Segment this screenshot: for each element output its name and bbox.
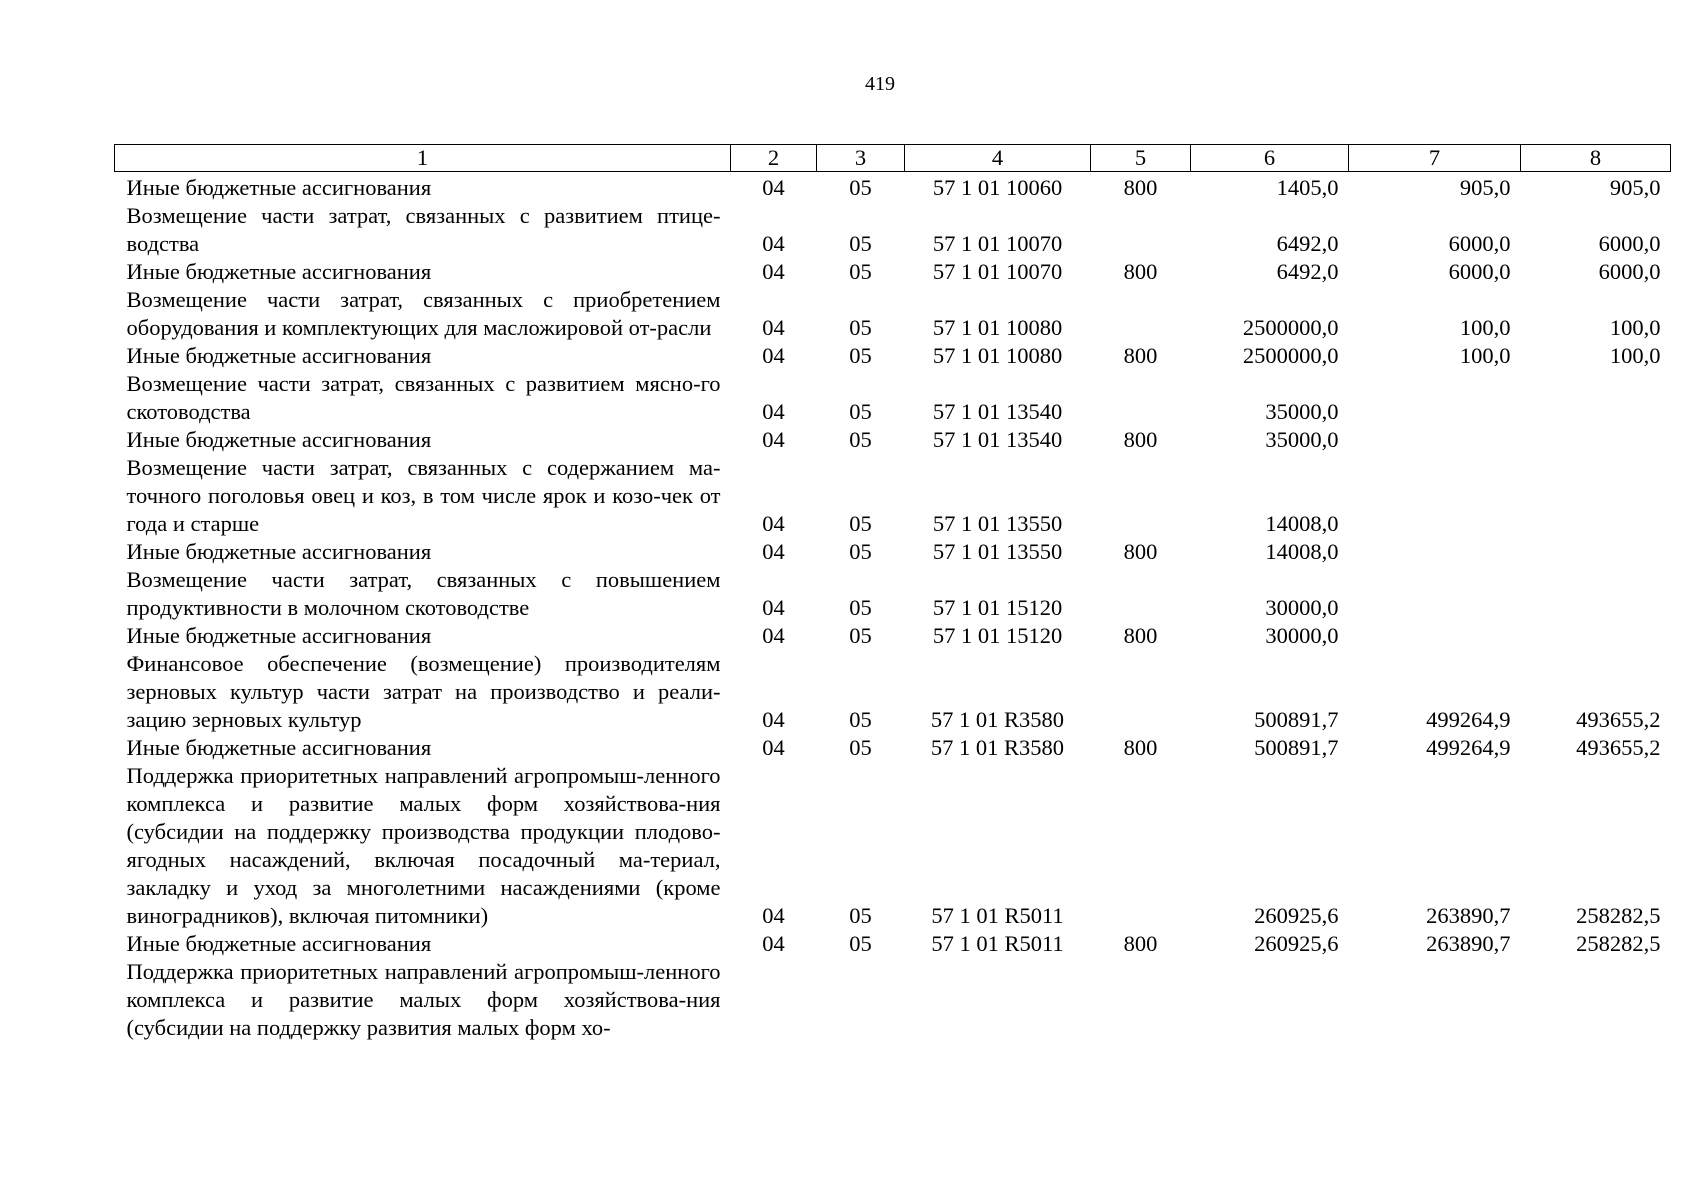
column-header-amount-year-3: 8 xyxy=(1521,145,1671,172)
row-subsection-cell: 05 xyxy=(849,511,872,536)
row-amount-year-3-cell xyxy=(1521,958,1671,1042)
page-number: 419 xyxy=(865,73,895,95)
row-amount-year-2-cell xyxy=(1349,566,1521,622)
row-name-cell: Возмещение части затрат, связанных с содержанием ма-точного поголовья овец и коз, в том числе ярок и козо-чек от года и старше xyxy=(126,455,721,536)
row-name-cell: Иные бюджетные ассигнования xyxy=(126,259,432,284)
row-amount-year-3-cell xyxy=(1521,426,1671,454)
row-amount-year-2-cell xyxy=(1349,958,1521,1042)
table-row xyxy=(115,426,1671,454)
row-amount-year-1-cell: 1405,0 xyxy=(1276,175,1339,200)
row-section-cell: 04 xyxy=(762,539,785,564)
table-row xyxy=(115,958,1671,1042)
row-target-article-cell: 57 1 01 R3580 xyxy=(930,707,1065,732)
row-amount-year-3-cell: 6000,0 xyxy=(1598,259,1661,284)
row-amount-year-2-cell: 263890,7 xyxy=(1426,931,1511,956)
row-amount-year-1-cell: 260925,6 xyxy=(1254,903,1339,928)
row-amount-year-1-cell: 260925,6 xyxy=(1254,931,1339,956)
row-name-cell: Возмещение части затрат, связанных с развитием птице-водства xyxy=(126,203,721,256)
column-header-section: 2 xyxy=(731,145,817,172)
column-header-expense-type: 5 xyxy=(1091,145,1191,172)
row-expense-type-cell xyxy=(1091,650,1191,734)
row-target-article-cell: 57 1 01 13540 xyxy=(932,399,1063,424)
row-amount-year-1-cell: 500891,7 xyxy=(1254,707,1339,732)
row-amount-year-1-cell: 14008,0 xyxy=(1265,539,1339,564)
row-name-cell: Поддержка приоритетных направлений агропромыш-ленного комплекса и развитие малых форм хозяйствова-ния (субсидии на поддержку развития малых форм хо- xyxy=(126,959,721,1040)
row-target-article-cell: 57 1 01 15120 xyxy=(932,623,1063,648)
row-subsection-cell: 05 xyxy=(849,343,872,368)
row-section-cell: 04 xyxy=(762,903,785,928)
row-subsection-cell: 05 xyxy=(849,623,872,648)
row-target-article-cell: 57 1 01 13540 xyxy=(932,427,1063,452)
table-row xyxy=(115,622,1671,650)
row-amount-year-3-cell: 100,0 xyxy=(1609,315,1661,340)
row-amount-year-2-cell xyxy=(1349,370,1521,426)
row-section-cell: 04 xyxy=(762,259,785,284)
row-subsection-cell: 05 xyxy=(849,539,872,564)
row-section-cell: 04 xyxy=(762,427,785,452)
column-header-subsection: 3 xyxy=(817,145,905,172)
row-amount-year-1-cell: 2500000,0 xyxy=(1242,343,1339,368)
row-amount-year-1-cell: 6492,0 xyxy=(1276,259,1339,284)
row-subsection-cell: 05 xyxy=(849,259,872,284)
column-header-name: 1 xyxy=(115,145,731,172)
row-name-cell: Иные бюджетные ассигнования xyxy=(126,175,432,200)
row-target-article-cell: 57 1 01 13550 xyxy=(932,539,1063,564)
row-amount-year-3-cell: 258282,5 xyxy=(1576,903,1661,928)
row-name-cell: Возмещение части затрат, связанных с приобретением оборудования и комплектующих для масложировой от-расли xyxy=(126,287,721,340)
row-expense-type-cell xyxy=(1091,566,1191,622)
row-section-cell: 04 xyxy=(762,707,785,732)
row-amount-year-1-cell: 2500000,0 xyxy=(1242,315,1339,340)
row-name-cell: Иные бюджетные ассигнования xyxy=(126,931,432,956)
row-section-cell: 04 xyxy=(762,735,785,760)
row-section-cell: 04 xyxy=(762,399,785,424)
row-target-article-cell: 57 1 01 R5011 xyxy=(931,903,1064,928)
row-target-article-cell: 57 1 01 15120 xyxy=(932,595,1063,620)
row-amount-year-3-cell xyxy=(1521,538,1671,566)
row-name-cell: Иные бюджетные ассигнования xyxy=(126,539,432,564)
row-target-article-cell: 57 1 01 10080 xyxy=(932,343,1063,368)
row-amount-year-1-cell: 30000,0 xyxy=(1265,595,1339,620)
row-amount-year-3-cell: 6000,0 xyxy=(1598,231,1661,256)
table-row xyxy=(115,258,1671,286)
row-section-cell: 04 xyxy=(762,511,785,536)
table-row xyxy=(115,762,1671,930)
row-amount-year-3-cell: 905,0 xyxy=(1609,175,1661,200)
row-name-cell: Возмещение части затрат, связанных с развитием мясно-го скотоводства xyxy=(126,371,721,424)
row-amount-year-2-cell: 263890,7 xyxy=(1426,903,1511,928)
row-subsection-cell: 05 xyxy=(849,931,872,956)
table-row xyxy=(115,202,1671,258)
row-subsection-cell: 05 xyxy=(849,427,872,452)
row-expense-type-cell: 800 xyxy=(1123,427,1158,452)
row-subsection-cell: 05 xyxy=(849,399,872,424)
row-target-article-cell: 57 1 01 10070 xyxy=(932,231,1063,256)
row-expense-type-cell: 800 xyxy=(1123,343,1158,368)
row-expense-type-cell xyxy=(1091,370,1191,426)
row-amount-year-1-cell: 35000,0 xyxy=(1265,399,1339,424)
row-subsection-cell: 05 xyxy=(849,707,872,732)
row-amount-year-2-cell: 6000,0 xyxy=(1448,259,1511,284)
row-amount-year-1-cell: 500891,7 xyxy=(1254,735,1339,760)
row-expense-type-cell xyxy=(1091,202,1191,258)
row-amount-year-2-cell xyxy=(1349,622,1521,650)
row-amount-year-2-cell: 499264,9 xyxy=(1426,735,1511,760)
row-name-cell: Иные бюджетные ассигнования xyxy=(126,735,432,760)
table-row xyxy=(115,286,1671,342)
row-subsection-cell: 05 xyxy=(849,595,872,620)
row-amount-year-1-cell: 6492,0 xyxy=(1276,231,1339,256)
row-target-article-cell: 57 1 01 R5011 xyxy=(931,931,1064,956)
row-amount-year-3-cell: 493655,2 xyxy=(1576,735,1661,760)
column-header-amount-year-1: 6 xyxy=(1191,145,1349,172)
row-section-cell: 04 xyxy=(762,595,785,620)
row-amount-year-1-cell xyxy=(1191,958,1349,1042)
row-expense-type-cell xyxy=(1091,454,1191,538)
row-subsection-cell: 05 xyxy=(849,315,872,340)
row-name-cell: Поддержка приоритетных направлений агропромыш-ленного комплекса и развитие малых форм хозяйствова-ния (субсидии на поддержку производства продукции плодово-ягодных насаждений, включая посадочный ма-териал, закладку и уход за многолетними насаждениями (кроме виноградников), включая питомники) xyxy=(126,763,721,928)
row-expense-type-cell: 800 xyxy=(1123,539,1158,564)
row-section-cell: 04 xyxy=(762,343,785,368)
row-subsection-cell xyxy=(817,958,905,1042)
row-amount-year-1-cell: 35000,0 xyxy=(1265,427,1339,452)
column-header-amount-year-2: 7 xyxy=(1349,145,1521,172)
row-expense-type-cell: 800 xyxy=(1123,623,1158,648)
row-subsection-cell: 05 xyxy=(849,175,872,200)
row-target-article-cell: 57 1 01 13550 xyxy=(932,511,1063,536)
column-header-target-article: 4 xyxy=(905,145,1091,172)
row-amount-year-2-cell: 100,0 xyxy=(1459,343,1511,368)
row-section-cell: 04 xyxy=(762,175,785,200)
row-target-article-cell: 57 1 01 10060 xyxy=(932,175,1063,200)
table-row xyxy=(115,566,1671,622)
row-target-article-cell: 57 1 01 R3580 xyxy=(930,735,1065,760)
row-name-cell: Иные бюджетные ассигнования xyxy=(126,427,432,452)
row-expense-type-cell xyxy=(1091,286,1191,342)
row-section-cell: 04 xyxy=(762,231,785,256)
table-row xyxy=(115,650,1671,734)
row-amount-year-2-cell: 499264,9 xyxy=(1426,707,1511,732)
row-amount-year-2-cell xyxy=(1349,454,1521,538)
row-section-cell: 04 xyxy=(762,623,785,648)
row-amount-year-1-cell: 30000,0 xyxy=(1265,623,1339,648)
budget-table xyxy=(114,144,1671,1042)
row-name-cell: Финансовое обеспечение (возмещение) производителям зерновых культур части затрат на производство и реали-зацию зерновых культур xyxy=(126,651,721,732)
row-amount-year-2-cell: 6000,0 xyxy=(1448,231,1511,256)
row-expense-type-cell xyxy=(1091,958,1191,1042)
row-expense-type-cell: 800 xyxy=(1123,259,1158,284)
table-row xyxy=(115,370,1671,426)
row-amount-year-3-cell xyxy=(1521,566,1671,622)
row-expense-type-cell xyxy=(1091,762,1191,930)
row-subsection-cell: 05 xyxy=(849,231,872,256)
row-amount-year-3-cell: 258282,5 xyxy=(1576,931,1661,956)
row-amount-year-3-cell xyxy=(1521,454,1671,538)
row-target-article-cell: 57 1 01 10070 xyxy=(932,259,1063,284)
row-name-cell: Возмещение части затрат, связанных с повышением продуктивности в молочном скотоводстве xyxy=(126,567,721,620)
row-amount-year-3-cell xyxy=(1521,622,1671,650)
table-row xyxy=(115,538,1671,566)
row-expense-type-cell: 800 xyxy=(1123,735,1158,760)
table-row xyxy=(115,172,1671,203)
row-subsection-cell: 05 xyxy=(849,903,872,928)
row-subsection-cell: 05 xyxy=(849,735,872,760)
table-row xyxy=(115,930,1671,958)
row-section-cell: 04 xyxy=(762,931,785,956)
row-name-cell: Иные бюджетные ассигнования xyxy=(126,343,432,368)
row-section-cell xyxy=(731,958,817,1042)
table-row xyxy=(115,342,1671,370)
column-number-header-row xyxy=(115,145,1671,172)
table-body xyxy=(115,172,1671,1043)
row-amount-year-3-cell: 100,0 xyxy=(1609,343,1661,368)
row-amount-year-2-cell: 905,0 xyxy=(1459,175,1511,200)
row-amount-year-2-cell xyxy=(1349,538,1521,566)
table-row xyxy=(115,454,1671,538)
row-section-cell: 04 xyxy=(762,315,785,340)
row-expense-type-cell: 800 xyxy=(1123,931,1158,956)
table-row xyxy=(115,734,1671,762)
row-amount-year-2-cell: 100,0 xyxy=(1459,315,1511,340)
row-amount-year-3-cell: 493655,2 xyxy=(1576,707,1661,732)
row-target-article-cell xyxy=(905,958,1091,1042)
row-amount-year-1-cell: 14008,0 xyxy=(1265,511,1339,536)
row-name-cell: Иные бюджетные ассигнования xyxy=(126,623,432,648)
row-amount-year-3-cell xyxy=(1521,370,1671,426)
row-target-article-cell: 57 1 01 10080 xyxy=(932,315,1063,340)
row-amount-year-2-cell xyxy=(1349,426,1521,454)
row-expense-type-cell: 800 xyxy=(1123,175,1158,200)
